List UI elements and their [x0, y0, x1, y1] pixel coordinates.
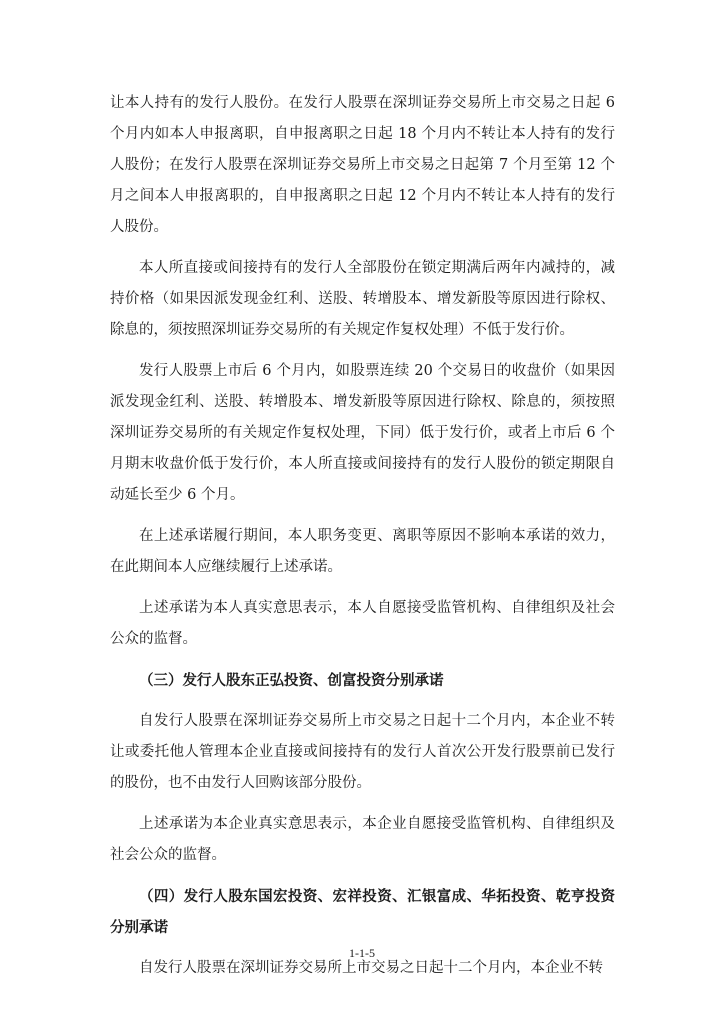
section-heading: （四）发行人股东国宏投资、宏祥投资、汇银富成、华拓投资、乾亨投资分别承诺: [110, 888, 615, 936]
paragraph: 让本人持有的发行人股份。在发行人股票在深圳证券交易所上市交易之日起 6 个月内如本人申报离职，自申报离职之日起 18 个月内不转让本人持有的发行人股份；在发行人股票在深圳证券交易所上市交易之日起第 7 个月至第 12 个月之间本人申报离职的，自申报离职之日起 12 个月内不转让本人持有的发行人股份。: [110, 95, 615, 235]
section-heading: （三）发行人股东正弘投资、创富投资分别承诺: [139, 672, 444, 689]
document-body: [110, 88, 615, 994]
paragraph: 自发行人股票在深圳证券交易所上市交易之日起十二个月内，本企业不转让或委托他人管理本企业直接或间接持有的发行人首次公开发行股票前已发行的股份，也不由发行人回购该部分股份。: [110, 713, 615, 791]
paragraph: 自发行人股票在深圳证券交易所上市交易之日起十二个月内，本企业不转: [139, 960, 603, 976]
paragraph: 上述承诺为本企业真实意思表示，本企业自愿接受监管机构、自律组织及社会公众的监督。: [110, 816, 615, 863]
paragraph: 本人所直接或间接持有的发行人全部股份在锁定期满后两年内减持的，减持价格（如果因派发现金红利、送股、转增股本、增发新股等原因进行除权、除息的，须按照深圳证券交易所的有关规定作复权处理）不低于发行价。: [110, 260, 615, 338]
paragraph: 在上述承诺履行期间，本人职务变更、离职等原因不影响本承诺的效力，在此期间本人应继续履行上述承诺。: [110, 528, 615, 575]
page-number: 1-1-5: [349, 946, 375, 960]
paragraph: 发行人股票上市后 6 个月内，如股票连续 20 个交易日的收盘价（如果因派发现金红利、送股、转增股本、增发新股等原因进行除权、除息的，须按照深圳证券交易所的有关规定作复权处理，下同）低于发行价，或者上市后 6 个月期末收盘价低于发行价，本人所直接或间接持有的发行人股份的锁定期限自动延长至少 6 个月。: [110, 363, 615, 503]
paragraph: 上述承诺为本人真实意思表示，本人自愿接受监管机构、自律组织及社会公众的监督。: [110, 600, 615, 647]
